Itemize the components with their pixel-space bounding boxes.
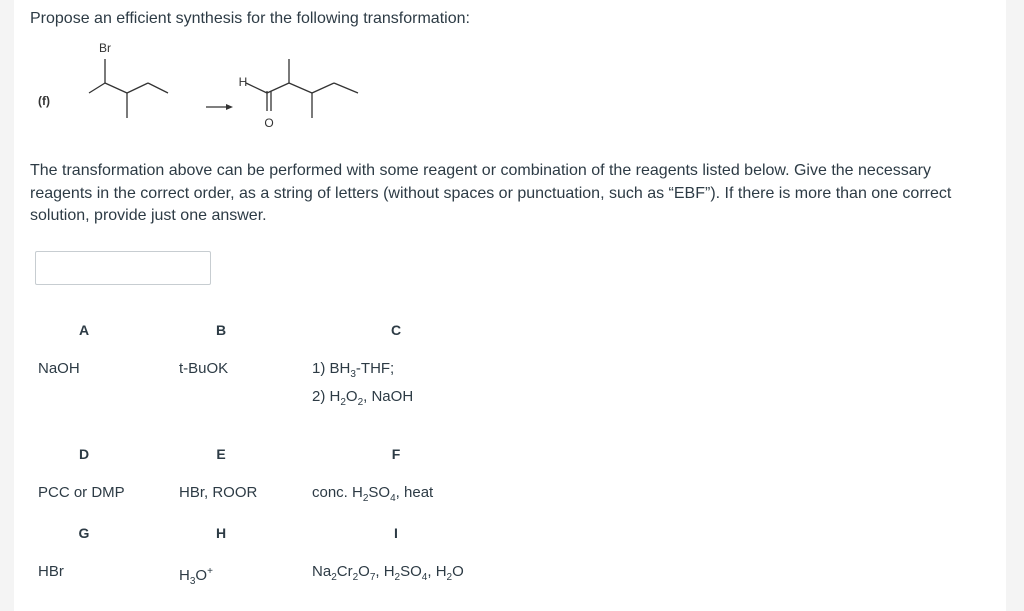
question-card: [14, 0, 1006, 611]
reagent-letter-g: G: [78, 525, 90, 541]
reagent-letter-b: B: [215, 322, 227, 338]
bromine-label: Br: [99, 41, 111, 55]
reagent-letter-f: F: [391, 446, 401, 462]
reagent-letter-a: A: [78, 322, 90, 338]
question-instructions: The transformation above can be performed with some reagent or combination of the reagents listed below. Give the necessary reagents in the correct order, as a string of letters (without spaces or punctuation, such as “EBF”). If there is more than one correct solution, provide just one answer.: [30, 162, 952, 224]
aldehyde-hydrogen-label: H: [238, 75, 248, 89]
reagent-a: NaOH: [38, 360, 80, 377]
reagent-f-text: conc. $H_2SO_4$, heat: [312, 484, 434, 504]
reagent-letter-h: H: [215, 525, 227, 541]
reagent-b: t-BuOK: [179, 360, 229, 377]
reagent-i-text: $Na_2Cr_2O_7$, $H_2SO_4$, $H_2O$: [312, 563, 464, 583]
reagent-c-text: 1) $BH_3$-THF; 2) $H_2O_2$, NaOH: [312, 360, 414, 408]
reagent-g: HBr: [38, 563, 64, 580]
part-label: (f): [38, 94, 50, 108]
reagent-h-text: $H_3O^+$: [179, 566, 213, 587]
reagent-c: [312, 358, 413, 414]
reagent-d: PCC or DMP: [38, 484, 125, 501]
reagent-letter-d: D: [78, 446, 90, 462]
carbonyl-oxygen-label: O: [264, 116, 274, 130]
reagent-h: [179, 561, 213, 593]
reagent-list: [14, 0, 614, 611]
reagent-e: HBr, ROOR: [179, 484, 258, 501]
reagent-letter-c: C: [390, 322, 402, 338]
reagent-f: [312, 482, 433, 510]
question-prompt: Propose an efficient synthesis for the following transformation:: [30, 10, 470, 27]
reagent-letter-i: I: [394, 525, 398, 541]
reagent-i: [312, 561, 464, 589]
reagent-letter-e: E: [216, 446, 226, 462]
